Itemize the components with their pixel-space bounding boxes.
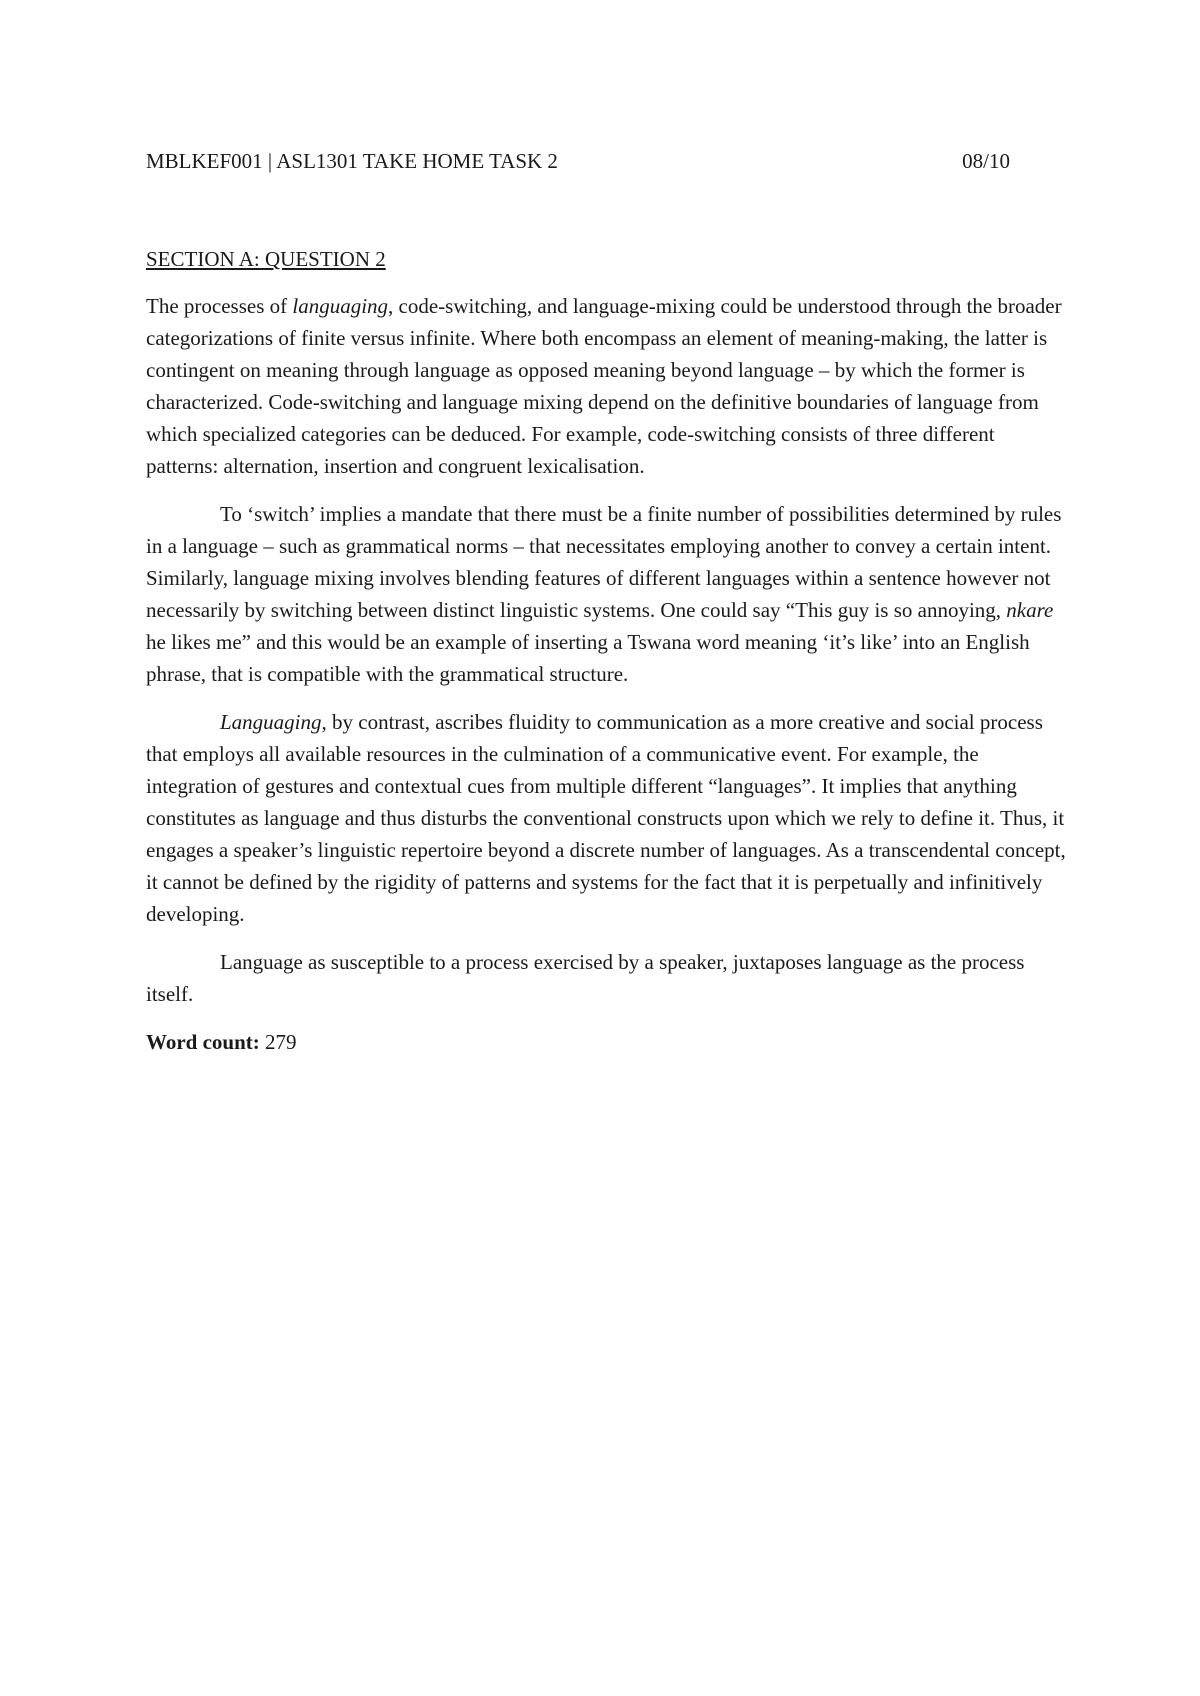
document-body xyxy=(146,290,1066,1074)
paragraph-text: he likes me” and this would be an example of inserting a Tswana word meaning ‘it’s like’ into an English phrase, that is compatible with the grammatical structure. xyxy=(146,630,1030,686)
word-count-value: 279 xyxy=(265,1030,297,1054)
paragraph-1 xyxy=(146,290,1066,482)
document-header xyxy=(146,146,1010,176)
paragraph-text: To ‘switch’ implies a mandate that there must be a finite number of possibilities determined by rules in a language – such as grammatical norms – that necessitates employing another to convey a certain intent. Similarly, language mixing involves blending features of different languages within a sentence however not necessarily by switching between distinct linguistic systems. One could say “This guy is so annoying, xyxy=(146,502,1062,622)
section-heading: SECTION A: QUESTION 2 xyxy=(146,247,386,271)
word-count xyxy=(146,1026,1066,1058)
paragraph-text: The processes of xyxy=(146,294,293,318)
document-id: MBLKEF001 | ASL1301 TAKE HOME TASK 2 xyxy=(146,149,558,173)
italic-term: Languaging xyxy=(220,710,322,734)
italic-term: languaging xyxy=(292,294,389,318)
paragraph-4 xyxy=(146,946,1066,1010)
document-date: 08/10 xyxy=(962,149,1010,173)
paragraph-2 xyxy=(146,498,1066,690)
paragraph-text: , code-switching, and language-mixing could be understood through the broader categorizations of finite versus infinite. Where both encompass an element of meaning-making, the latter is contingent on meaning through language as opposed meaning beyond language – by which the former is characterized. Code-switching and language mixing depend on the definitive boundaries of language from which specialized categories can be deduced. For example, code-switching consists of three different patterns: alternation, insertion and congruent lexicalisation. xyxy=(146,294,1062,478)
paragraph-text: Language as susceptible to a process exercised by a speaker, juxtaposes language as the process itself. xyxy=(146,950,1025,1006)
paragraph-text: , by contrast, ascribes fluidity to communication as a more creative and social process that employs all available resources in the culmination of a communicative event. For example, the integration of gestures and contextual cues from multiple different “languages”. It implies that anything constitutes as language and thus disturbs the conventional constructs upon which we rely to define it. Thus, it engages a speaker’s linguistic repertoire beyond a discrete number of languages. As a transcendental concept, it cannot be defined by the rigidity of patterns and systems for the fact that it is perpetually and infinitively developing. xyxy=(146,710,1066,926)
italic-term: nkare xyxy=(1006,598,1054,622)
paragraph-3 xyxy=(146,706,1066,930)
word-count-label: Word count: xyxy=(146,1030,260,1054)
